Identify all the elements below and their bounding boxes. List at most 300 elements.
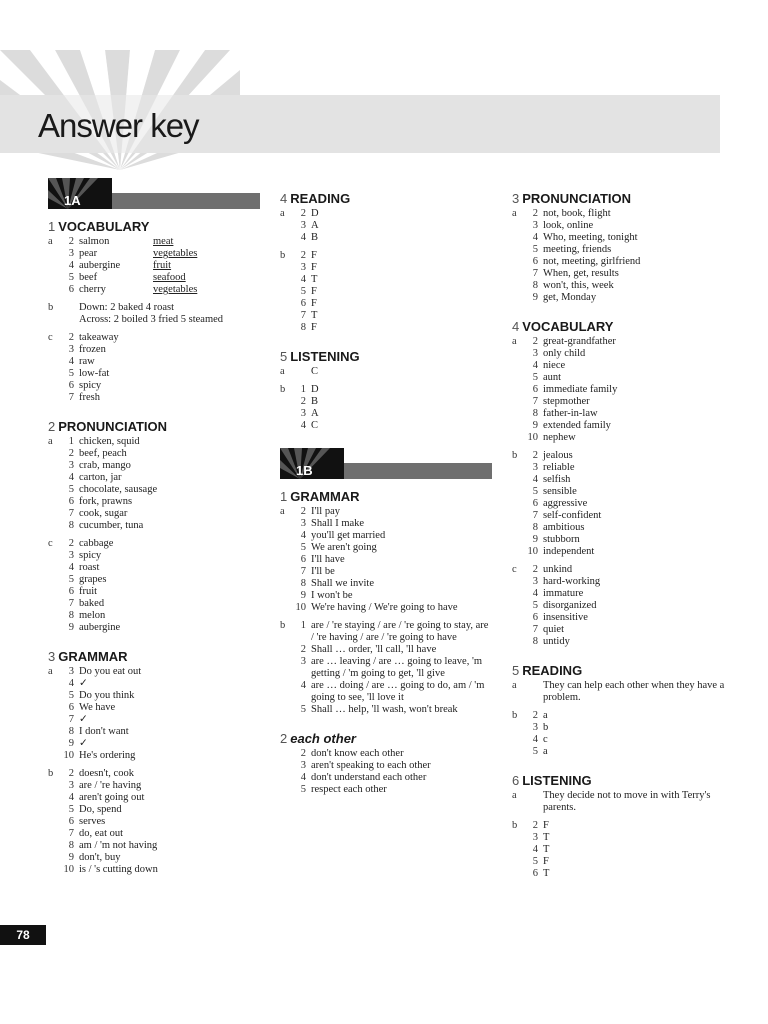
answer-number: 7 [68,392,74,403]
answer-part [280,384,492,432]
part-letter: b [280,620,286,631]
answer-row [293,704,492,716]
answer-number: 3 [300,760,306,771]
section-number: 6 [512,773,520,788]
answer-text: self-confident [543,510,602,521]
answer-text: They can help each other when they have a problem. [543,680,725,703]
answer-row [61,726,260,738]
answer-row [525,474,727,486]
answer-text: get, Monday [543,292,597,303]
section-number: 3 [48,649,56,664]
answer-number: 8 [68,610,74,621]
part-items [61,436,260,532]
answer-number: 3 [532,832,538,843]
answer-number: 7 [68,828,74,839]
answer-number: 7 [300,310,306,321]
answer-number: 2 [300,506,306,517]
answer-row [61,610,260,622]
answer-row [293,656,492,680]
answer-row [293,286,492,298]
answer-number: 3 [68,248,74,259]
answer-row [293,578,492,590]
answer-number: 10 [63,750,74,761]
odd-one-out-category: vegetables [153,284,198,295]
answer-number: 4 [68,792,74,803]
answer-number: 8 [532,522,538,533]
answer-row [525,384,727,396]
part-letter: b [280,384,286,395]
unit-tile [280,448,344,479]
answer-number: 5 [300,704,306,715]
answer-text: a [543,710,548,721]
answer-number: 3 [532,576,538,587]
answer-row [525,636,727,648]
unit-label: 1B [296,463,313,478]
answer-row [525,564,727,576]
answer-number: 6 [68,284,74,295]
answer-row [293,542,492,554]
answer-text: I'll be [311,566,335,577]
answer-text: salmon [79,236,110,247]
unit-1b-bar [280,448,492,476]
answer-text: F [311,298,317,309]
answer-number: 6 [532,384,538,395]
section-heading [48,650,260,664]
answer-row [525,612,727,624]
answer-row [525,534,727,546]
answer-row [61,302,260,314]
section-number: 4 [512,319,520,334]
answer-part [48,302,260,326]
section [512,664,727,758]
answer-number: 2 [532,710,538,721]
answer-number: 5 [532,746,538,757]
answer-text: fruit [79,586,98,597]
answer-text: don't understand each other [311,772,427,783]
answer-text: fork, prawns [79,496,133,507]
answer-text: aubergine [79,260,121,271]
answer-text: I don't want [79,726,129,737]
answer-text: untidy [543,636,570,647]
answer-row [61,392,260,404]
section-title: READING [522,663,583,678]
answer-number: 5 [300,542,306,553]
answer-number: 2 [532,336,538,347]
part-items [293,250,492,334]
answer-text: aren't going out [79,792,145,803]
answer-number: 3 [300,656,306,667]
answer-number: 6 [532,498,538,509]
answer-number: 2 [68,538,74,549]
answer-row [525,522,727,534]
answer-number: 7 [532,510,538,521]
answer-text: not, book, flight [543,208,611,219]
answer-number: 8 [68,726,74,737]
section [512,320,727,648]
answer-row [293,590,492,602]
answer-text: only child [543,348,586,359]
answer-text: T [543,832,550,843]
answer-row [525,624,727,636]
answer-number: 2 [68,768,74,779]
answer-number: 4 [68,678,74,689]
answer-text: aggressive [543,498,588,509]
section-heading [48,420,260,434]
answer-row [525,420,727,432]
answer-text: A [311,408,319,419]
answer-row [61,344,260,356]
answer-row [293,298,492,310]
answer-row [525,408,727,420]
answer-text: pear [79,248,98,259]
part-items [525,820,727,880]
answer-row [61,248,260,260]
answer-number: 7 [532,396,538,407]
section-number: 2 [48,419,56,434]
answer-text: F [543,856,549,867]
answer-text: jealous [543,450,573,461]
answer-text: independent [543,546,595,557]
answer-text: are / 're staying / are / 're going to stay, are / 're having / are / 're going to have [311,620,489,643]
answer-text: We're having / We're going to have [311,602,458,613]
part-items [293,620,492,716]
answer-number: 2 [532,820,538,831]
answer-number: 8 [532,636,538,647]
answer-text: Do you think [79,690,135,701]
answer-row [525,856,727,868]
col2-bottom-sections [280,490,492,796]
answer-text: quiet [543,624,564,635]
answer-number: 3 [68,460,74,471]
answer-text: am / 'm not having [79,840,158,851]
col2-top-sections [280,192,492,432]
answer-text: niece [543,360,566,371]
part-letter: c [48,538,53,549]
answer-number: 8 [300,322,306,333]
answer-row [61,448,260,460]
answer-row [525,396,727,408]
answer-number: 3 [68,550,74,561]
answer-number: 5 [532,486,538,497]
answer-number: 10 [527,546,538,557]
answer-number: 4 [300,274,306,285]
part-letter: a [48,236,53,247]
answer-number [293,366,311,378]
answer-number: 1 [68,436,74,447]
answer-text: Do, spend [79,804,122,815]
answer-text: don't know each other [311,748,404,759]
section-number: 4 [280,191,288,206]
part-items [525,710,727,758]
part-items [61,538,260,634]
answer-text: D [311,208,319,219]
answer-number: 2 [68,332,74,343]
answer-text: fresh [79,392,100,403]
column-3 [512,192,727,896]
section-title: VOCABULARY [58,219,150,234]
answer-text: hard-working [543,576,601,587]
section-heading [512,774,727,788]
answer-row [61,666,260,678]
answer-row [525,336,727,348]
answer-number: 6 [68,702,74,713]
answer-text: I won't be [311,590,353,601]
part-items [293,506,492,614]
answer-text: low-fat [79,368,110,379]
answer-part [512,564,727,648]
answer-row [525,208,727,220]
answer-text: When, get, results [543,268,619,279]
answer-text: grapes [79,574,107,585]
answer-part [512,820,727,880]
answer-row [293,322,492,334]
answer-row [293,310,492,322]
part-letter: c [48,332,53,343]
answer-text: a [543,746,548,757]
answer-text: cucumber, tuna [79,520,144,531]
answer-row [525,832,727,844]
section-heading [512,664,727,678]
section-title: GRAMMAR [58,649,128,664]
answer-text: Shall I make [311,518,365,529]
answer-row [61,864,260,876]
answer-text: immature [543,588,584,599]
answer-row [525,292,727,304]
answer-row [61,272,260,284]
answer-text: D [311,384,319,395]
answer-row [61,586,260,598]
answer-row [525,546,727,558]
section-number: 1 [280,489,288,504]
answer-row [61,598,260,610]
answer-number: 3 [68,666,74,677]
answer-row [293,262,492,274]
answer-text: A [311,220,319,231]
answer-number: 8 [68,520,74,531]
part-items [61,666,260,762]
answer-number: 4 [300,680,306,691]
answer-part [512,208,727,304]
answer-text: respect each other [311,784,387,795]
answer-text: F [311,262,317,273]
answer-number: 5 [68,368,74,379]
answer-number: 9 [532,420,538,431]
section-heading [280,732,492,746]
answer-number: 5 [300,784,306,795]
answer-row [61,472,260,484]
answer-number: 4 [532,360,538,371]
answer-row [61,574,260,586]
part-letter [280,748,293,796]
answer-row [525,256,727,268]
answer-number: 2 [300,250,306,261]
answer-text: F [311,322,317,333]
answer-text: spicy [79,380,102,391]
answer-text: Across: 2 boiled 3 fried 5 steamed [79,314,224,325]
section [48,420,260,634]
answer-part [280,748,492,796]
answer-text: F [543,820,549,831]
answer-row [525,220,727,232]
answer-text: stubborn [543,534,580,545]
answer-text: baked [79,598,105,609]
answer-row [525,450,727,462]
section-title: PRONUNCIATION [522,191,632,206]
answer-row [525,576,727,588]
answer-number: 2 [532,208,538,219]
answer-number [61,302,79,314]
answer-number: 9 [300,590,306,601]
answer-part [48,436,260,532]
part-items [61,332,260,404]
part-letter: a [512,790,517,801]
answer-row [525,432,727,444]
answer-text: don't, buy [79,852,121,863]
answer-row [525,268,727,280]
answer-text: C [311,420,319,431]
answer-number: 7 [68,598,74,609]
answer-text: unkind [543,564,573,575]
answer-text: cherry [79,284,106,295]
answer-text: Who, meeting, tonight [543,232,638,243]
answer-row [61,828,260,840]
answer-number [61,314,79,326]
answer-part [280,208,492,244]
answer-number: 3 [532,722,538,733]
answer-number: 6 [68,586,74,597]
answer-row [61,284,260,296]
part-items [525,790,727,814]
answer-text: ✓ [79,738,88,749]
answer-text: chocolate, sausage [79,484,158,495]
answer-number: 2 [532,564,538,575]
answer-row [293,772,492,784]
section-number: 1 [48,219,56,234]
section-heading [48,220,260,234]
answer-row [293,232,492,244]
part-items [293,366,492,378]
answer-text: roast [79,562,100,573]
answer-number: 5 [532,856,538,867]
answer-part [280,250,492,334]
answer-row [293,420,492,432]
answer-text: We have [79,702,116,713]
part-letter: b [512,710,518,721]
answer-row [525,498,727,510]
answer-number: 3 [532,462,538,473]
part-letter: b [512,450,518,461]
answer-number: 4 [68,562,74,573]
answer-row [61,678,260,690]
section-title: PRONUNCIATION [58,419,168,434]
answer-text: are … doing / are … going to do, am / 'm going to see, 'll love it [311,680,485,703]
part-letter: b [48,302,54,313]
answer-text: is / 's cutting down [79,864,158,875]
answer-text: aubergine [79,622,121,633]
answer-row [61,840,260,852]
answer-row [525,510,727,522]
part-items [525,564,727,648]
answer-number: 10 [63,864,74,875]
column-2 [280,192,492,812]
part-items [525,680,727,704]
answer-number: 6 [68,496,74,507]
answer-number: 6 [300,298,306,309]
answer-part [48,666,260,762]
answer-number: 5 [68,574,74,585]
section [512,192,727,304]
answer-row [525,746,727,758]
answer-text: serves [79,816,106,827]
answer-text: crab, mango [79,460,131,471]
part-letter: a [512,208,517,219]
answer-number: 5 [68,690,74,701]
answer-text: meeting, friends [543,244,612,255]
part-letter: a [280,366,285,377]
answer-row [61,236,260,248]
answer-text: takeaway [79,332,119,343]
answer-part [280,506,492,614]
part-items [525,208,727,304]
answer-row [525,348,727,360]
part-items [293,208,492,244]
answer-number: 6 [68,380,74,391]
section-title: LISTENING [522,773,592,788]
answer-text: They decide not to move in with Terry's parents. [543,790,711,813]
answer-number: 4 [300,530,306,541]
answer-text: F [311,250,317,261]
answer-number: 4 [68,260,74,271]
answer-number: 6 [532,612,538,623]
answer-number: 7 [68,714,74,725]
answer-part [512,336,727,444]
answer-row [293,384,492,396]
answer-number: 3 [68,344,74,355]
answer-text: beef [79,272,98,283]
answer-number: 3 [68,780,74,791]
answer-number: 2 [300,644,306,655]
answer-text: aunt [543,372,562,383]
answer-number: 4 [532,588,538,599]
answer-number: 5 [532,244,538,255]
answer-row [61,750,260,762]
answer-text: raw [79,356,95,367]
answer-text: are … leaving / are … going to leave, 'm getting / 'm going to get, 'll give [311,656,482,679]
answer-row [61,520,260,532]
answer-text: T [543,868,550,879]
answer-number: 9 [68,852,74,863]
answer-text: Shall … order, 'll call, 'll have [311,644,437,655]
answer-part [48,236,260,296]
part-letter: a [48,666,53,677]
answer-row [293,396,492,408]
answer-row [293,530,492,542]
answer-text: nephew [543,432,576,443]
answer-text: father-in-law [543,408,598,419]
answer-row [293,644,492,656]
answer-row [61,436,260,448]
answer-row [525,486,727,498]
section [280,350,492,432]
answer-row [293,760,492,772]
answer-row [293,250,492,262]
section [280,732,492,796]
part-letter: c [512,564,517,575]
answer-number: 5 [68,484,74,495]
section-title: GRAMMAR [290,489,360,504]
answer-row [525,710,727,722]
answer-row [525,232,727,244]
